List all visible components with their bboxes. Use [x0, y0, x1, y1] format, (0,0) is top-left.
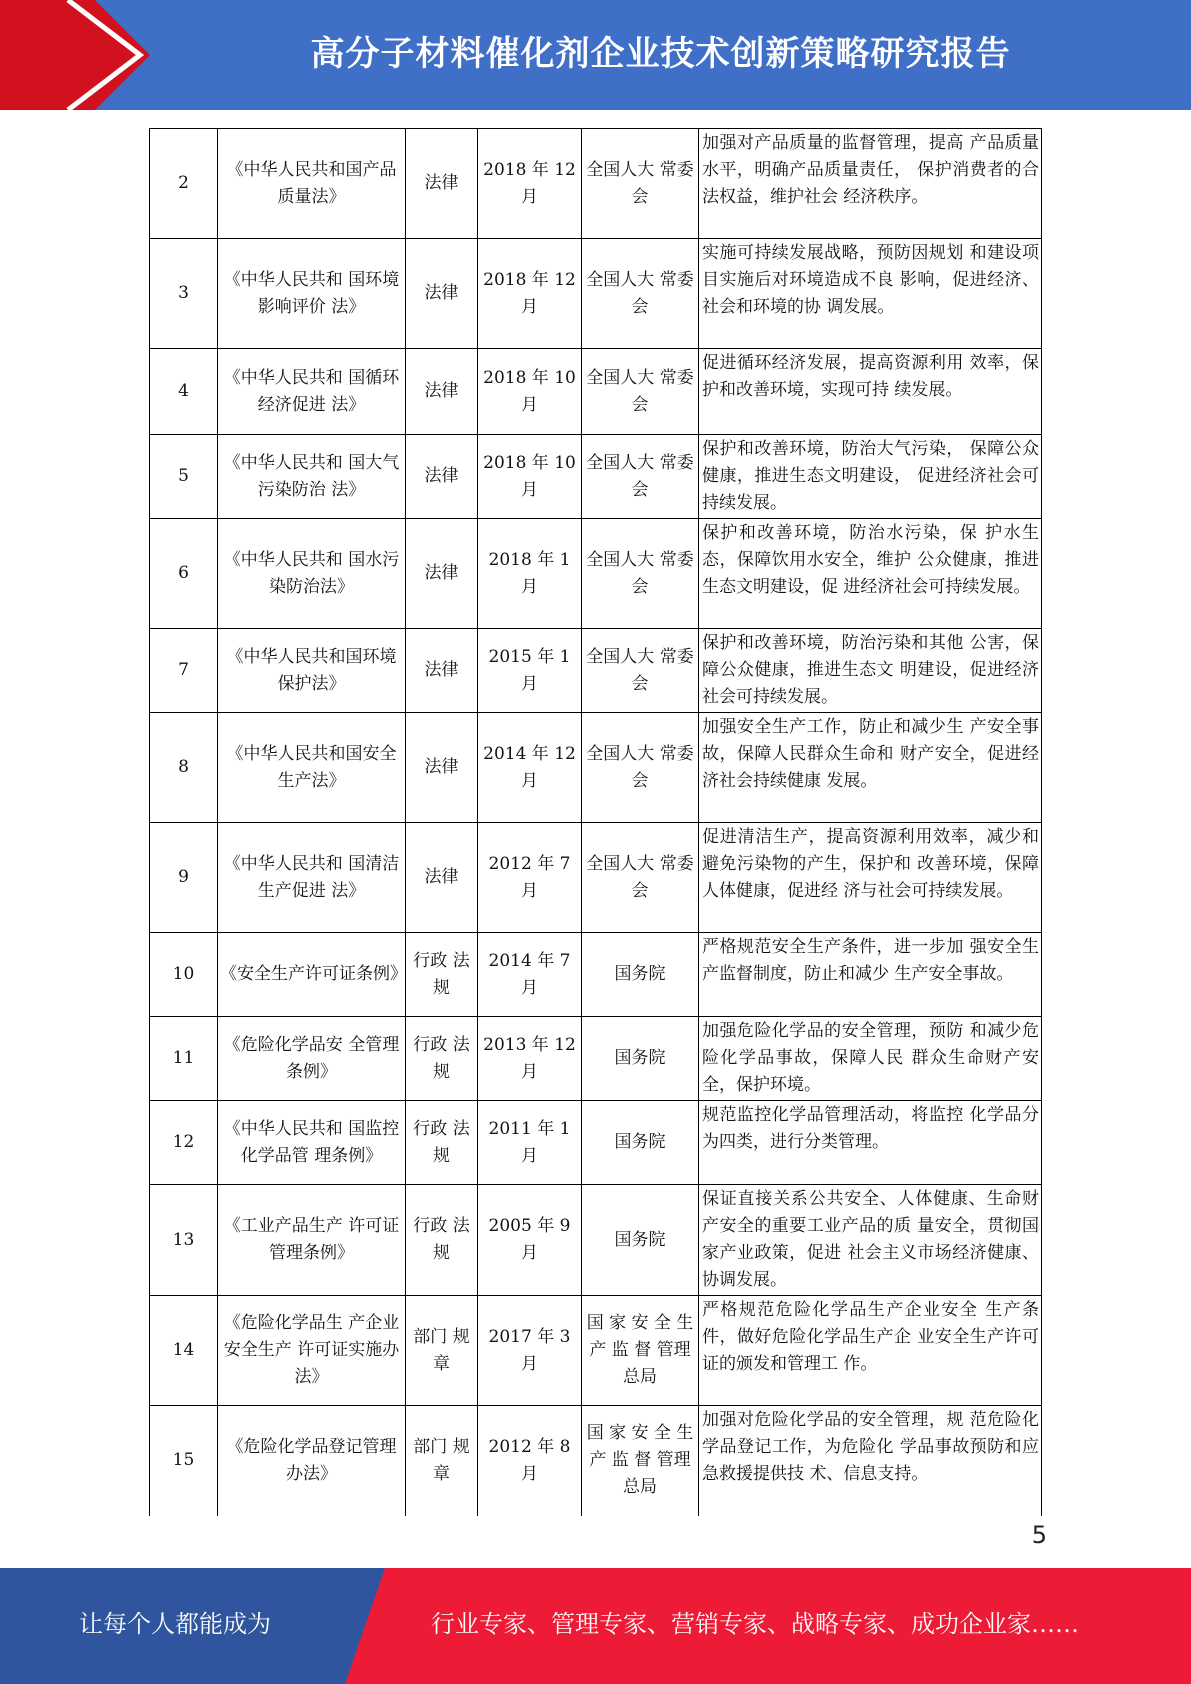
regulation-name: 《安全生产许可证条例》 [218, 933, 406, 1017]
regulation-name: 《危险化学品生 产企业安全生产 许可证实施办法》 [218, 1296, 406, 1406]
effective-date: 2015 年 1 月 [478, 629, 582, 713]
regulation-name: 《中华人民共和 国循环经济促进 法》 [218, 349, 406, 435]
row-number: 8 [150, 713, 218, 823]
issuing-authority: 全国人大 常委会 [582, 435, 699, 519]
table-row [150, 1101, 1042, 1185]
regulation-name: 《中华人民共和 国大气污染防治 法》 [218, 435, 406, 519]
regulation-description: 加强安全生产工作，防止和减少生 产安全事故，保障人民群众生命和 财产安全，促进经济社会持续健康 发展。 [699, 713, 1042, 823]
effective-date: 2018 年 12 月 [478, 239, 582, 349]
table-row [150, 823, 1042, 933]
effective-date: 2012 年 8 月 [478, 1406, 582, 1516]
regulation-type: 法律 [406, 823, 478, 933]
regulation-description: 加强对产品质量的监督管理，提高 产品质量水平，明确产品质量责任， 保护消费者的合法权益，维护社会 经济秩序。 [699, 129, 1042, 239]
regulation-type: 行政 法规 [406, 1185, 478, 1296]
effective-date: 2018 年 10 月 [478, 435, 582, 519]
page-number: 5 [1031, 1521, 1047, 1549]
regulation-type: 法律 [406, 629, 478, 713]
effective-date: 2014 年 7 月 [478, 933, 582, 1017]
row-number: 11 [150, 1017, 218, 1101]
table-row [150, 239, 1042, 349]
row-number: 3 [150, 239, 218, 349]
effective-date: 2014 年 12 月 [478, 713, 582, 823]
row-number: 7 [150, 629, 218, 713]
regulation-type: 部门 规章 [406, 1296, 478, 1406]
effective-date: 2012 年 7 月 [478, 823, 582, 933]
effective-date: 2013 年 12 月 [478, 1017, 582, 1101]
row-number: 15 [150, 1406, 218, 1516]
regulation-description: 保护和改善环境，防治大气污染， 保障公众健康，推进生态文明建设， 促进经济社会可持续发展。 [699, 435, 1042, 519]
report-title: 高分子材料催化剂企业技术创新策略研究报告 [310, 34, 1011, 74]
regulation-type: 法律 [406, 435, 478, 519]
regulation-description: 加强对危险化学品的安全管理，规 范危险化学品登记工作，为危险化 学品事故预防和应急救援提供技 术、信息支持。 [699, 1406, 1042, 1516]
regulation-name: 《中华人民共和 国清洁生产促进 法》 [218, 823, 406, 933]
issuing-authority: 国务院 [582, 933, 699, 1017]
issuing-authority: 全国人大 常委会 [582, 519, 699, 629]
table-row [150, 435, 1042, 519]
issuing-authority: 国 家 安 全 生 产 监 督 管理总局 [582, 1406, 699, 1516]
regulation-name: 《中华人民共和 国环境影响评价 法》 [218, 239, 406, 349]
table-row [150, 1017, 1042, 1101]
issuing-authority: 全国人大 常委会 [582, 129, 699, 239]
table-row [150, 713, 1042, 823]
regulation-name: 《危险化学品安 全管理条例》 [218, 1017, 406, 1101]
regulation-name: 《工业产品生产 许可证管理条例》 [218, 1185, 406, 1296]
issuing-authority: 国务院 [582, 1101, 699, 1185]
regulation-description: 促进循环经济发展，提高资源利用 效率，保护和改善环境，实现可持 续发展。 [699, 349, 1042, 435]
regulation-type: 行政 法规 [406, 933, 478, 1017]
table-row [150, 1296, 1042, 1406]
effective-date: 2018 年 12 月 [478, 129, 582, 239]
regulation-description: 保护和改善环境，防治污染和其他 公害，保障公众健康，推进生态文 明建设，促进经济社会可持续发展。 [699, 629, 1042, 713]
regulation-description: 严格规范安全生产条件，进一步加 强安全生产监督制度，防止和减少 生产安全事故。 [699, 933, 1042, 1017]
issuing-authority: 国 家 安 全 生 产 监 督 管理总局 [582, 1296, 699, 1406]
effective-date: 2005 年 9 月 [478, 1185, 582, 1296]
regulation-name: 《中华人民共和国安全生产法》 [218, 713, 406, 823]
row-number: 12 [150, 1101, 218, 1185]
issuing-authority: 全国人大 常委会 [582, 349, 699, 435]
page-header [0, 0, 1191, 110]
table-row [150, 629, 1042, 713]
regulation-type: 行政 法规 [406, 1101, 478, 1185]
regulation-name: 《中华人民共和 国水污染防治法》 [218, 519, 406, 629]
row-number: 13 [150, 1185, 218, 1296]
regulation-type: 法律 [406, 519, 478, 629]
regulation-name: 《危险化学品登记管理办法》 [218, 1406, 406, 1516]
regulation-description: 保证直接关系公共安全、人体健康、生命财产安全的重要工业产品的质 量安全，贯彻国家产业政策，促进 社会主义市场经济健康、协调发展。 [699, 1185, 1042, 1296]
table-row [150, 933, 1042, 1017]
issuing-authority: 国务院 [582, 1185, 699, 1296]
row-number: 5 [150, 435, 218, 519]
regulation-table [149, 128, 1042, 1516]
row-number: 4 [150, 349, 218, 435]
effective-date: 2018 年 1 月 [478, 519, 582, 629]
row-number: 10 [150, 933, 218, 1017]
issuing-authority: 全国人大 常委会 [582, 823, 699, 933]
regulation-name: 《中华人民共和国环境保护法》 [218, 629, 406, 713]
regulation-type: 法律 [406, 239, 478, 349]
row-number: 6 [150, 519, 218, 629]
regulation-description: 严格规范危险化学品生产企业安全 生产条件，做好危险化学品生产企 业安全生产许可证的颁发和管理工 作。 [699, 1296, 1042, 1406]
effective-date: 2018 年 10 月 [478, 349, 582, 435]
regulation-type: 行政 法规 [406, 1017, 478, 1101]
issuing-authority: 全国人大 常委会 [582, 629, 699, 713]
effective-date: 2011 年 1 月 [478, 1101, 582, 1185]
regulation-type: 部门 规章 [406, 1406, 478, 1516]
footer-slogan-right: 行业专家、管理专家、营销专家、战略专家、成功企业家…… [431, 1610, 1079, 1638]
regulation-description: 规范监控化学品管理活动，将监控 化学品分为四类，进行分类管理。 [699, 1101, 1042, 1185]
issuing-authority: 全国人大 常委会 [582, 713, 699, 823]
regulation-name: 《中华人民共和国产品质量法》 [218, 129, 406, 239]
table-row [150, 129, 1042, 239]
table-row [150, 519, 1042, 629]
regulation-type: 法律 [406, 129, 478, 239]
regulation-name: 《中华人民共和 国监控化学品管 理条例》 [218, 1101, 406, 1185]
footer-slogan-left: 让每个人都能成为 [79, 1610, 271, 1638]
regulation-description: 促进清洁生产，提高资源利用效率，减少和避免污染物的产生，保护和 改善环境，保障人体健康，促进经 济与社会可持续发展。 [699, 823, 1042, 933]
regulation-type: 法律 [406, 349, 478, 435]
issuing-authority: 国务院 [582, 1017, 699, 1101]
page-footer [0, 1568, 1191, 1684]
issuing-authority: 全国人大 常委会 [582, 239, 699, 349]
effective-date: 2017 年 3 月 [478, 1296, 582, 1406]
row-number: 2 [150, 129, 218, 239]
table-row [150, 349, 1042, 435]
row-number: 9 [150, 823, 218, 933]
regulation-type: 法律 [406, 713, 478, 823]
regulation-description: 保护和改善环境，防治水污染，保 护水生态，保障饮用水安全，维护 公众健康，推进生态文明建设，促 进经济社会可持续发展。 [699, 519, 1042, 629]
table-row [150, 1406, 1042, 1516]
regulation-description: 加强危险化学品的安全管理，预防 和减少危险化学品事故，保障人民 群众生命财产安全，保护环境。 [699, 1017, 1042, 1101]
regulation-description: 实施可持续发展战略，预防因规划 和建设项目实施后对环境造成不良 影响，促进经济、社会和环境的协 调发展。 [699, 239, 1042, 349]
row-number: 14 [150, 1296, 218, 1406]
table-row [150, 1185, 1042, 1296]
